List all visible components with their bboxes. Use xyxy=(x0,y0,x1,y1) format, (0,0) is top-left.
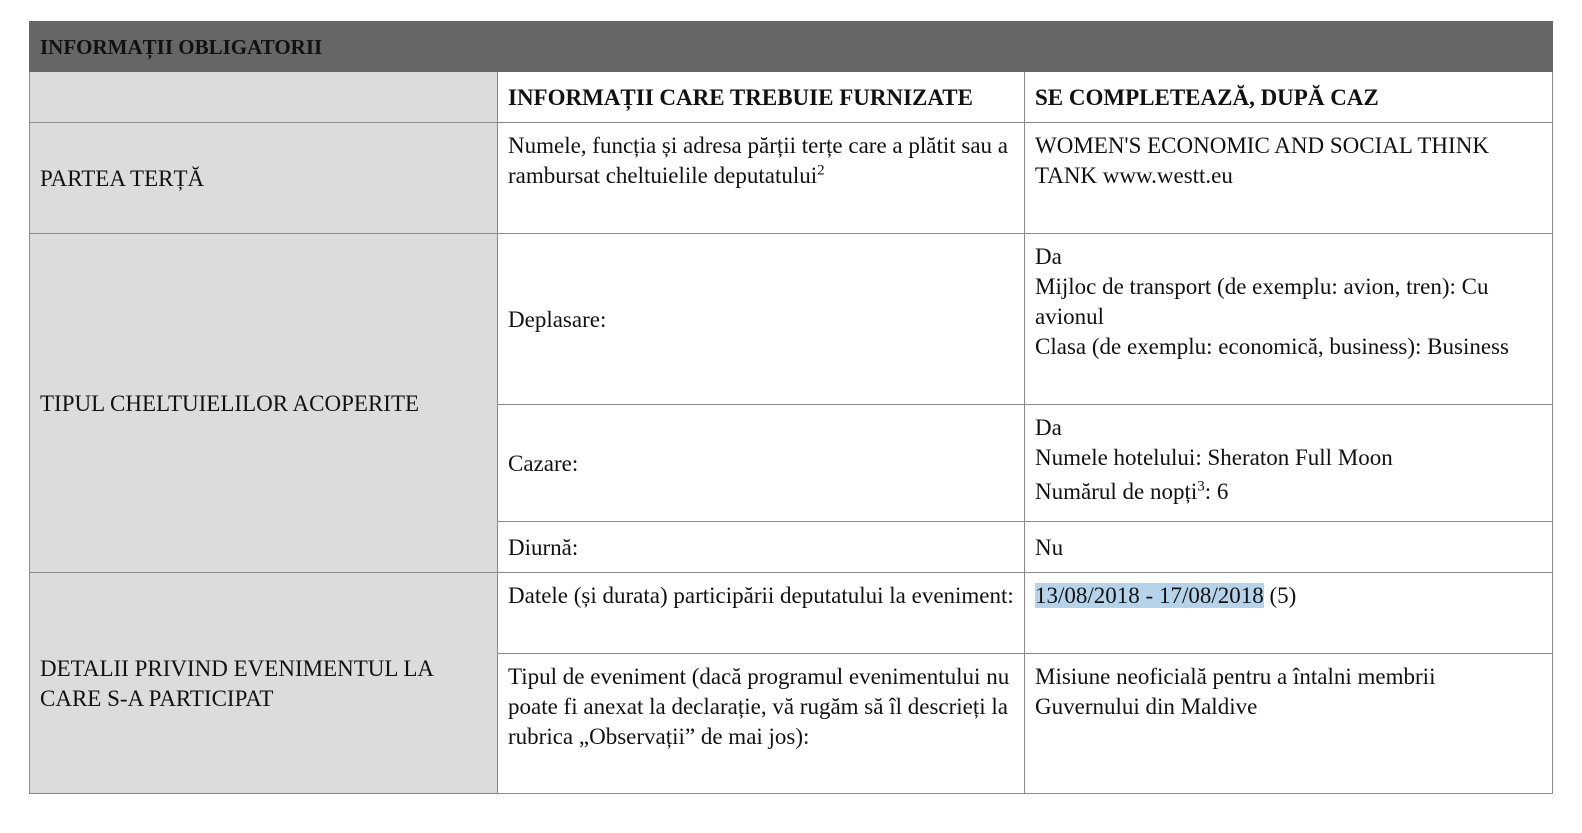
lodging-answer-line: Numele hotelului: Sheraton Full Moon xyxy=(1035,445,1393,470)
footnote-3: 3 xyxy=(1197,478,1205,495)
dates-answer xyxy=(1025,573,1553,654)
section-title: INFORMAȚII OBLIGATORII xyxy=(30,22,1553,72)
header-row xyxy=(30,22,1553,72)
event-type-answer: Misiune neoficială pentru a întalni membrii Guvernului din Maldive xyxy=(1025,654,1553,794)
column-header-info: INFORMAȚII CARE TREBUIE FURNIZATE xyxy=(498,72,1025,123)
dates-question: Datele (și durata) participării deputatului la eveniment: xyxy=(498,573,1025,654)
lodging-answer xyxy=(1025,405,1553,522)
event-type-question: Tipul de eveniment (dacă programul evenimentului nu poate fi anexat la declarație, vă rugăm să îl descrieți la rubrica „Observații” de mai jos): xyxy=(498,654,1025,794)
expenses-label: TIPUL CHELTUIELILOR ACOPERITE xyxy=(30,234,498,573)
column-header-fill: SE COMPLETEAZĂ, DUPĂ CAZ xyxy=(1025,72,1553,123)
lodging-question: Cazare: xyxy=(498,405,1025,522)
column-header-row xyxy=(30,72,1553,123)
lodging-answer-line: Da xyxy=(1035,415,1062,440)
travel-answer-line: Da xyxy=(1035,244,1062,269)
third-party-label: PARTEA TERȚĂ xyxy=(30,123,498,234)
declaration-table xyxy=(29,21,1553,794)
nights-line xyxy=(1035,477,1542,507)
travel-answer-line: Mijloc de transport (de exemplu: avion, tren): Cu avionul xyxy=(1035,274,1489,329)
daily-answer: Nu xyxy=(1025,522,1553,573)
travel-row xyxy=(30,234,1553,405)
third-party-row xyxy=(30,123,1553,234)
third-party-answer: WOMEN'S ECONOMIC AND SOCIAL THINK TANK www.westt.eu xyxy=(1025,123,1553,234)
event-label: DETALII PRIVIND EVENIMENTUL LA CARE S-A PARTICIPAT xyxy=(30,573,498,794)
third-party-question xyxy=(498,123,1025,234)
nights-label: Numărul de nopți xyxy=(1035,479,1198,504)
travel-answer xyxy=(1025,234,1553,405)
third-party-question-text: Numele, funcția și adresa părții terțe care a plătit sau a rambursat cheltuielile deputatului xyxy=(508,133,1009,188)
empty-label-cell xyxy=(30,72,498,123)
daily-question: Diurnă: xyxy=(498,522,1025,573)
travel-answer-line: Clasa (de exemplu: economică, business): Business xyxy=(1035,334,1509,359)
dates-duration: (5) xyxy=(1263,583,1297,608)
dates-row xyxy=(30,573,1553,654)
nights-value: : 6 xyxy=(1204,479,1229,504)
dates-highlight: 13/08/2018 - 17/08/2018 xyxy=(1035,583,1264,608)
travel-question: Deplasare: xyxy=(498,234,1025,405)
footnote-2: 2 xyxy=(817,162,825,179)
